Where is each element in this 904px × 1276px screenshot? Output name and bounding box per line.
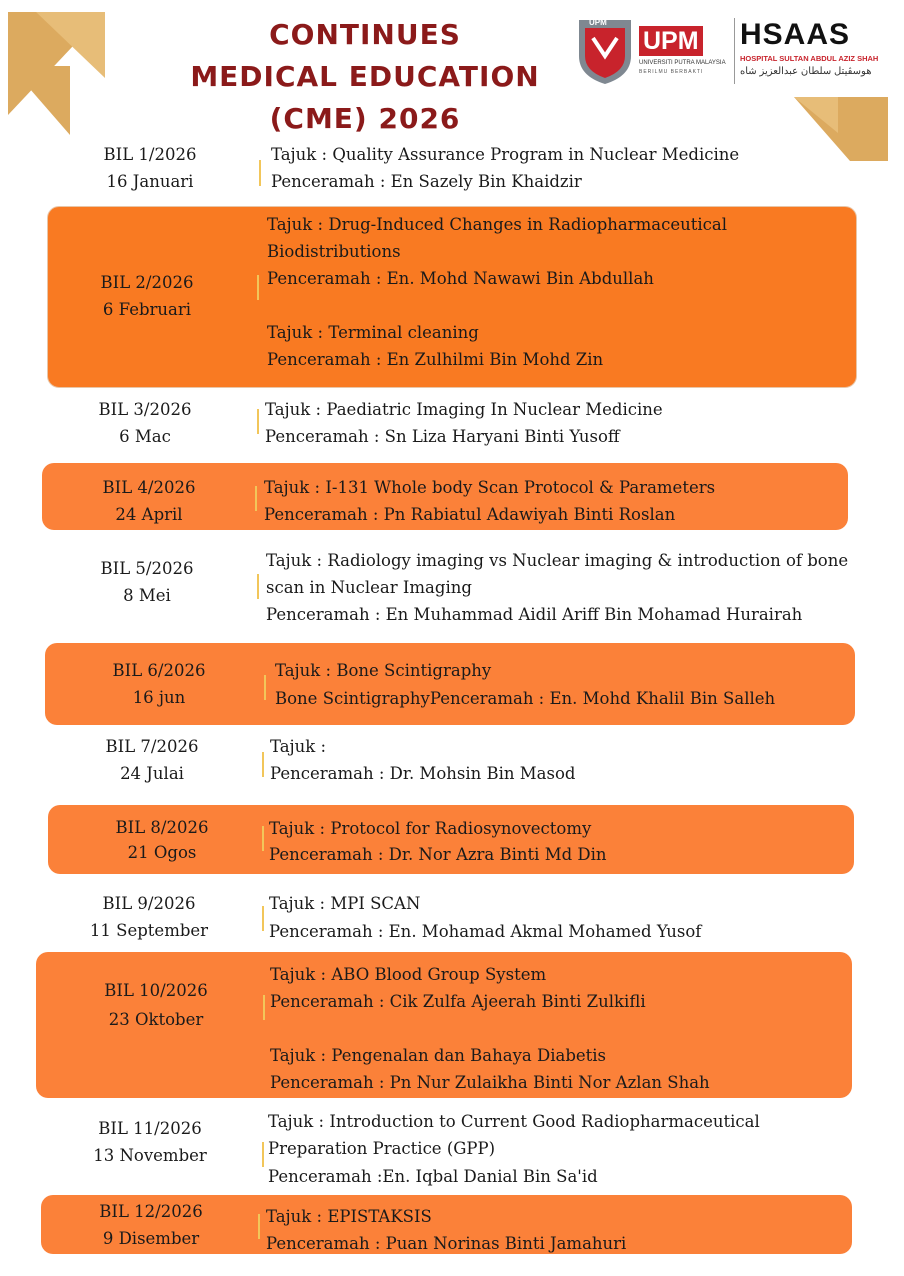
- session-11-topic: Tajuk : Introduction to Current Good Radiopharmaceutical: [268, 1112, 760, 1131]
- session-3-bil: BIL 3/2026: [98, 400, 192, 419]
- hsaas-logo: [740, 18, 885, 88]
- session-11-speaker: Penceramah :En. Iqbal Danial Bin Sa'id: [268, 1167, 598, 1186]
- session-3-date: [75, 396, 215, 450]
- session-10-speaker-2: Penceramah : Pn Nur Zulaikha Binti Nor Azlan Shah: [270, 1073, 710, 1092]
- session-6-topic: Tajuk : Bone Scintigraphy: [275, 661, 492, 680]
- page-title-line-3: (CME) 2026: [269, 102, 461, 135]
- page-title-line-2: MEDICAL EDUCATION: [190, 60, 540, 93]
- session-2-speaker-1: Penceramah : En. Mohd Nawawi Bin Abdullah: [267, 269, 654, 288]
- session-8-topic: Tajuk : Protocol for Radiosynovectomy: [269, 819, 592, 838]
- session-7-divider: [262, 752, 264, 777]
- corner-decoration-right: [790, 95, 894, 165]
- session-10-speaker-1: Penceramah : Cik Zulfa Ajeerah Binti Zulkifli: [270, 992, 646, 1011]
- session-8-day: 21 Ogos: [127, 843, 197, 862]
- session-1-bil: BIL 1/2026: [103, 145, 197, 164]
- session-11-bil: BIL 11/2026: [98, 1119, 202, 1138]
- session-5-topic: Tajuk : Radiology imaging vs Nuclear imaging & introduction of bone: [266, 551, 849, 570]
- session-10-bil: BIL 10/2026: [104, 981, 208, 1000]
- session-2-topic-1-cont: Biodistributions: [267, 242, 401, 261]
- session-11-date: [80, 1115, 220, 1169]
- session-12-bil: BIL 12/2026: [99, 1202, 203, 1221]
- session-6-bil: BIL 6/2026: [112, 661, 206, 680]
- session-5-day: 8 Mei: [123, 586, 171, 605]
- session-12-topic: Tajuk : EPISTAKSIS: [266, 1207, 432, 1226]
- session-7-day: 24 Julai: [120, 764, 184, 783]
- session-6-day: 16 jun: [132, 688, 186, 707]
- session-8-speaker: Penceramah : Dr. Nor Azra Binti Md Din: [269, 845, 607, 864]
- session-8-date: [92, 815, 232, 865]
- session-3-speaker: Penceramah : Sn Liza Haryani Binti Yusoff: [265, 427, 620, 446]
- session-4-day: 24 April: [115, 505, 183, 524]
- page-title-line-1: CONTINUES: [269, 18, 461, 51]
- session-2-topic-2: Tajuk : Terminal cleaning: [267, 323, 479, 342]
- session-10-date: [86, 976, 226, 1034]
- session-9-day: 11 September: [89, 921, 209, 940]
- session-9-divider: [262, 906, 264, 931]
- session-3-divider: [257, 409, 259, 434]
- session-9-topic: Tajuk : MPI SCAN: [269, 894, 421, 913]
- session-12-day: 9 Disember: [102, 1229, 200, 1248]
- session-7-bil: BIL 7/2026: [105, 737, 199, 756]
- upm-badge-text: UPM: [589, 18, 607, 27]
- session-1-divider: [259, 160, 261, 186]
- session-6-divider: [264, 675, 266, 700]
- session-11-topic-cont: Preparation Practice (GPP): [268, 1139, 496, 1158]
- session-10-divider: [263, 995, 265, 1020]
- session-2-speaker-2: Penceramah : En Zulhilmi Bin Mohd Zin: [267, 350, 604, 369]
- session-10-topic-1: Tajuk : ABO Blood Group System: [270, 965, 547, 984]
- session-9-bil: BIL 9/2026: [102, 894, 196, 913]
- session-6-speaker: Bone ScintigraphyPenceramah : En. Mohd Khalil Bin Salleh: [275, 689, 776, 708]
- hsaas-full-name: HOSPITAL SULTAN ABDUL AZIZ SHAH: [740, 54, 879, 63]
- session-4-topic: Tajuk : I-131 Whole body Scan Protocol & Parameters: [264, 478, 716, 497]
- session-4-date: [79, 474, 219, 528]
- session-10-topic-2: Tajuk : Pengenalan dan Bahaya Diabetis: [270, 1046, 607, 1065]
- session-4-divider: [255, 486, 257, 511]
- session-12-divider: [258, 1214, 260, 1239]
- session-12-speaker: Penceramah : Puan Norinas Binti Jamahuri: [266, 1234, 627, 1253]
- session-3-topic: Tajuk : Paediatric Imaging In Nuclear Medicine: [265, 400, 663, 419]
- session-12-date: [81, 1198, 221, 1252]
- session-1-date: [80, 141, 220, 195]
- session-4-bil: BIL 4/2026: [102, 478, 196, 497]
- hsaas-jawi-name: هوسڤيتل سلطان عبدالعزيز شاه: [740, 66, 872, 77]
- session-1-topic: Tajuk : Quality Assurance Program in Nuclear Medicine: [271, 145, 740, 164]
- session-5-date: [77, 555, 217, 609]
- session-3-day: 6 Mac: [119, 427, 171, 446]
- session-8-divider: [262, 826, 264, 851]
- session-9-speaker: Penceramah : En. Mohamad Akmal Mohamed Yusof: [269, 922, 702, 941]
- session-7-date: [82, 733, 222, 787]
- session-2-topic-1: Tajuk : Drug-Induced Changes in Radiopharmaceutical: [267, 215, 727, 234]
- session-10-day: 23 Oktober: [108, 1010, 204, 1029]
- session-2-day: 6 Februari: [102, 300, 192, 319]
- upm-name: UPM: [639, 26, 703, 56]
- session-2-date: [77, 269, 217, 323]
- session-4-speaker: Penceramah : Pn Rabiatul Adawiyah Binti Roslan: [264, 505, 676, 524]
- session-8-bil: BIL 8/2026: [115, 818, 209, 837]
- session-6-date: [89, 657, 229, 711]
- logo-divider: [734, 18, 735, 84]
- session-11-divider: [262, 1142, 264, 1167]
- session-9-date: [79, 890, 219, 944]
- upm-motto: BERILMU BERBAKTI: [639, 69, 704, 75]
- session-11-day: 13 November: [93, 1146, 207, 1165]
- corner-decoration-left: [0, 0, 110, 140]
- hsaas-name: HSAAS: [740, 18, 851, 51]
- session-5-speaker: Penceramah : En Muhammad Aidil Ariff Bin Mohamad Hurairah: [266, 605, 803, 624]
- session-1-day: 16 Januari: [106, 172, 194, 191]
- upm-full-name: UNIVERSITI PUTRA MALAYSIA: [639, 60, 726, 66]
- session-7-speaker: Penceramah : Dr. Mohsin Bin Masod: [270, 764, 576, 783]
- session-5-topic-cont: scan in Nuclear Imaging: [266, 578, 472, 597]
- upm-logo: [575, 16, 730, 86]
- session-1-speaker: Penceramah : En Sazely Bin Khaidzir: [271, 172, 582, 191]
- session-5-divider: [257, 574, 259, 599]
- session-7-topic: Tajuk :: [270, 737, 327, 756]
- session-5-bil: BIL 5/2026: [100, 559, 194, 578]
- session-2-bil: BIL 2/2026: [100, 273, 194, 292]
- session-2-divider: [257, 275, 259, 300]
